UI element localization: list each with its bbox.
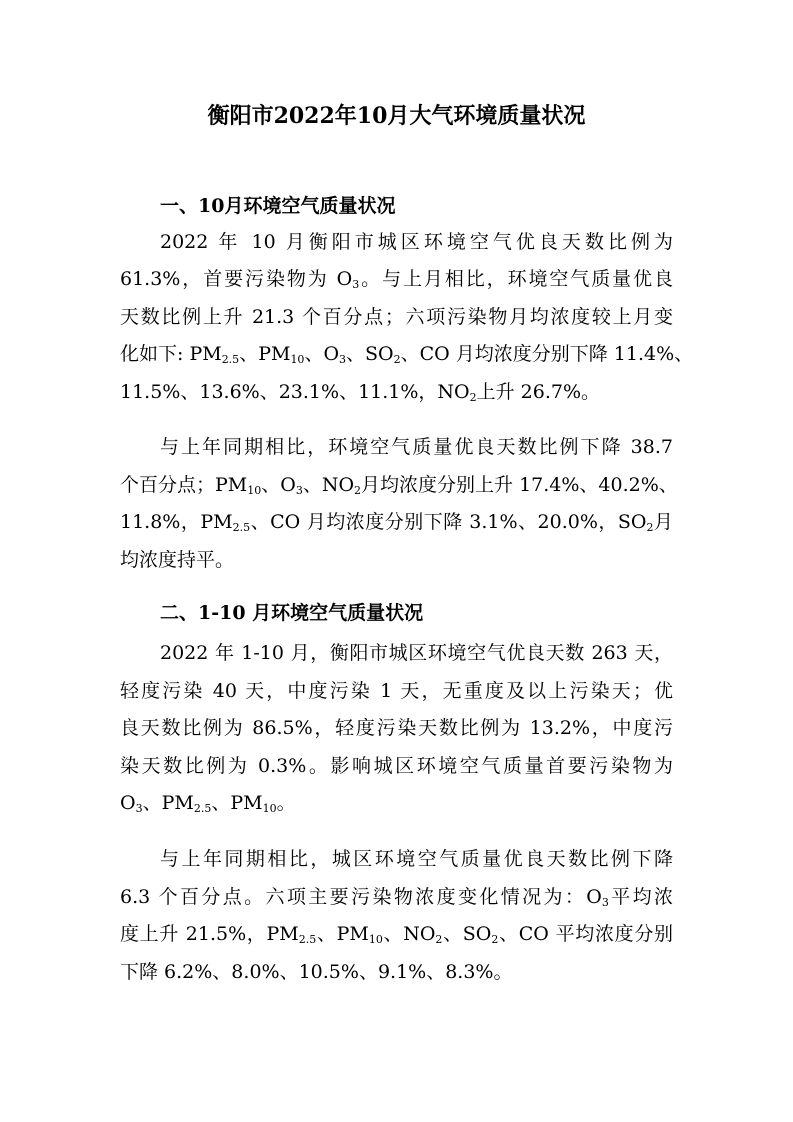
s1-p1-line3: 天数比例上升 21.3 个百分点；六项污染物月均浓度较上月变 [120, 306, 673, 328]
s1-p2-line3: 11.8%，$PM_{2.5}$、CO 月均浓度分别下降 3.1%、20.0%，$SO_2$月 [120, 511, 673, 534]
section-1-heading: 一、10月环境空气质量状况 [160, 195, 396, 217]
s2-p2-line4: 下降 6.2%、8.0%、10.5%、9.1%、8.3%。 [120, 961, 513, 983]
s2-p2-line2: 6.3 个百分点。六项主要污染物浓度变化情况为：$O_3$平均浓 [120, 886, 673, 909]
s2-p1-line1: 2022 年 1-10 月，衡阳市城区环境空气优良天数 263 天， [160, 642, 673, 664]
s1-p1-line2: 61.3%，首要污染物为 $O_3$。与上月相比，环境空气质量优良 [120, 268, 673, 291]
section-2-heading: 二、1-10 月环境空气质量状况 [160, 602, 424, 624]
s1-p2-line2: 个百分点；$PM_{10}$、$O_3$、$NO_2$月均浓度分别上升 17.4%、40.2%、 [120, 474, 678, 497]
s1-p1-line1: 2022 年 10 月衡阳市城区环境空气优良天数比例为 [160, 231, 673, 253]
s2-p1-line4: 染天数比例为 0.3%。影响城区环境空气质量首要污染物为 [120, 755, 673, 777]
s1-p1-line5: 11.5%、13.6%、23.1%、11.1%，$NO_2$上升 26.7%。 [120, 381, 601, 404]
s2-p1-line5: $O_3$、$PM_{2.5}$、$PM_{10}$。 [120, 792, 296, 815]
s2-p1-line2: 轻度污染 40 天，中度污染 1 天，无重度及以上污染天；优 [120, 680, 673, 702]
s2-p1-line3: 良天数比例为 86.5%，轻度污染天数比例为 13.2%，中度污 [120, 717, 673, 739]
s2-p2-line1: 与上年同期相比，城区环境空气质量优良天数比例下降 [160, 848, 673, 870]
s1-p2-line1: 与上年同期相比，环境空气质量优良天数比例下降 38.7 [160, 436, 673, 458]
s1-p1-line4: 化如下: $PM_{2.5}$、$PM_{10}$、$O_3$、$SO_2$、CO 月均浓度分别下降 11.4%、 [120, 343, 694, 366]
document-title: 衡阳市2022年10月大气环境质量状况 [207, 103, 586, 129]
s2-p2-line3: 度上升 21.5%，$PM_{2.5}$、$PM_{10}$、$NO_2$、$SO_2$、CO 平均浓度分别 [120, 923, 674, 946]
s1-p2-line4: 均浓度持平。 [120, 549, 235, 571]
